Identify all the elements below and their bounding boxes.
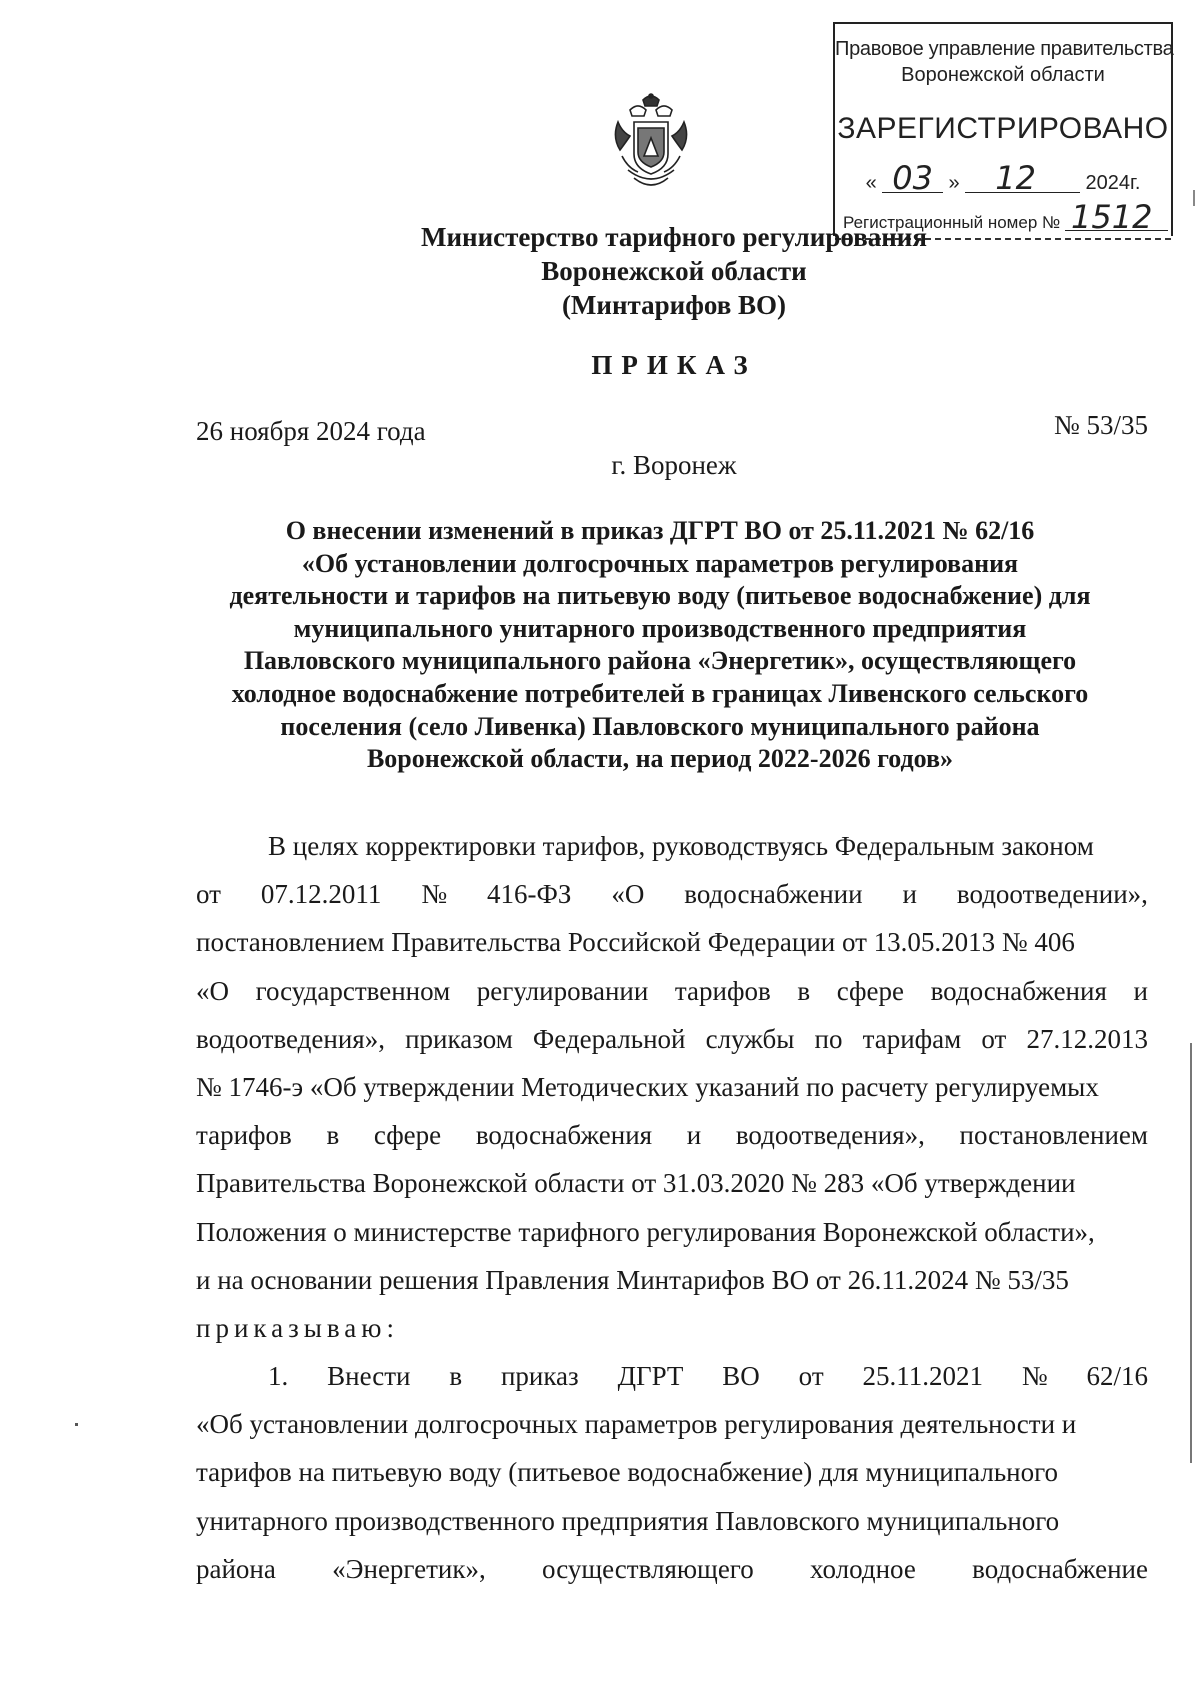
body-line bbox=[196, 822, 1148, 870]
body-word: 27.12.2013 bbox=[1026, 1023, 1148, 1054]
body-word: ДГРТ bbox=[617, 1361, 684, 1392]
body-word: 62/16 bbox=[1086, 1361, 1148, 1392]
body-word: № bbox=[1021, 1361, 1048, 1392]
body-word: и на основании решения Правления Минтарифов ВО от 26.11.2024 № 53/35 bbox=[196, 1264, 1069, 1295]
body-word: Положения о министерстве тарифного регулирования Воронежской области», bbox=[196, 1216, 1095, 1247]
body-word: унитарного производственного предприятия Павловского муниципального bbox=[196, 1505, 1060, 1536]
body-word: Правительства Воронежской области от 31.03.2020 № 283 «Об утверждении bbox=[196, 1168, 1076, 1199]
order-date: 26 ноября 2024 года bbox=[196, 416, 426, 446]
body-word: водоснабжение bbox=[972, 1553, 1148, 1584]
subject-line: холодное водоснабжение потребителей в границах Ливенского сельского bbox=[231, 678, 1089, 708]
body-word: водоотведении», bbox=[956, 879, 1148, 910]
body-word: «Об установлении долгосрочных параметров регулирования деятельности и bbox=[196, 1409, 1077, 1440]
stamp-open-quote: « bbox=[865, 172, 877, 194]
body-word: осуществляющего bbox=[542, 1553, 754, 1584]
body-word: службы bbox=[705, 1023, 795, 1054]
body-word: «О bbox=[611, 879, 645, 910]
stamp-org-line1: Правовое управление правительства bbox=[835, 38, 1174, 60]
body-line bbox=[196, 1063, 1148, 1111]
registration-stamp bbox=[833, 22, 1173, 236]
body-word: водоснабжения bbox=[475, 1120, 653, 1151]
body-word: приказ bbox=[500, 1361, 579, 1392]
subject-line: Павловского муниципального района «Энергетик», осуществляющего bbox=[243, 646, 1077, 676]
body-word: постановлением bbox=[959, 1120, 1148, 1151]
body-word: района bbox=[196, 1553, 276, 1584]
body-line bbox=[196, 1015, 1148, 1063]
body-word: «Энергетик», bbox=[332, 1553, 486, 1584]
stamp-registered: ЗАРЕГИСТРИРОВАНО bbox=[837, 112, 1169, 145]
document-type: ПРИКАЗ bbox=[591, 350, 757, 380]
body-word: Внести bbox=[327, 1361, 411, 1392]
body-line bbox=[196, 1352, 1148, 1400]
body-word: Федеральной bbox=[532, 1023, 686, 1054]
subject-line: «Об установлении долгосрочных параметров регулирования bbox=[301, 548, 1019, 578]
body-line bbox=[196, 1111, 1148, 1159]
order-city: г. Воронеж bbox=[611, 450, 737, 480]
ministry-line3: (Минтарифов ВО) bbox=[561, 290, 787, 320]
order-body bbox=[196, 822, 1148, 1593]
body-word: водоотведения», bbox=[196, 1023, 385, 1054]
body-word: холодное bbox=[810, 1553, 916, 1584]
stamp-year: 2024г. bbox=[1085, 172, 1141, 194]
order-subject bbox=[160, 515, 1160, 776]
body-word: от bbox=[196, 879, 221, 910]
body-word: В целях корректировки тарифов, руководствуясь Федеральным законом bbox=[268, 831, 1094, 861]
stamp-reg-number: 1512 bbox=[1065, 204, 1168, 231]
body-line bbox=[196, 1545, 1148, 1593]
body-line bbox=[196, 1256, 1148, 1304]
body-word: «О bbox=[196, 975, 229, 1006]
stamp-day: 03 bbox=[882, 164, 943, 193]
body-word: и bbox=[1133, 975, 1148, 1006]
body-word: 1. bbox=[268, 1361, 289, 1392]
body-word: и bbox=[902, 879, 917, 910]
order-number: № 53/35 bbox=[1053, 410, 1148, 440]
body-word: № 1746-э «Об утверждении Методических указаний по расчету регулируемых bbox=[196, 1071, 1099, 1102]
body-line bbox=[196, 1208, 1148, 1256]
stamp-date bbox=[835, 159, 1171, 197]
stamp-month: 12 bbox=[965, 164, 1080, 193]
subject-line: О внесении изменений в приказ ДГРТ ВО от 25.11.2021 № 62/16 bbox=[285, 516, 1035, 545]
stamp-reg-number-label: Регистрационный номер № bbox=[843, 213, 1061, 232]
body-word: тарифов bbox=[196, 1120, 292, 1151]
body-word: № bbox=[421, 879, 448, 910]
body-word: тарифов bbox=[674, 975, 771, 1006]
body-line bbox=[196, 1448, 1148, 1496]
body-word: тарифов на питьевую воду (питьевое водоснабжение) для муниципального bbox=[196, 1457, 1059, 1488]
stamp-close-quote: » bbox=[948, 172, 960, 194]
stamp-org-line2: Воронежской области bbox=[901, 64, 1105, 86]
body-word: в bbox=[449, 1361, 463, 1392]
body-word: в bbox=[797, 975, 811, 1006]
body-line bbox=[196, 967, 1148, 1015]
body-word: 25.11.2021 bbox=[862, 1361, 983, 1392]
scan-edge-mark bbox=[1193, 190, 1195, 206]
ministry-name bbox=[100, 220, 1200, 322]
body-line bbox=[196, 1400, 1148, 1448]
body-line bbox=[196, 918, 1148, 966]
body-word: водоснабжения bbox=[930, 975, 1107, 1006]
body-word: 07.12.2011 bbox=[260, 879, 382, 910]
body-word: сфере bbox=[373, 1120, 442, 1151]
body-word: тарифам bbox=[862, 1023, 962, 1054]
ministry-line2: Воронежской области bbox=[541, 256, 807, 286]
body-line bbox=[196, 1159, 1148, 1207]
body-word: сфере bbox=[836, 975, 904, 1006]
body-line bbox=[196, 1497, 1148, 1545]
scan-edge-line bbox=[1190, 1043, 1192, 1463]
body-word: от bbox=[798, 1361, 824, 1392]
subject-line: Воронежской области, на период 2022-2026 годов» bbox=[366, 744, 954, 774]
subject-line: поселения (село Ливенка) Павловского муниципального района bbox=[280, 711, 1040, 741]
body-word: постановлением Правительства Российской Федерации от 13.05.2013 № 406 bbox=[196, 927, 1075, 958]
body-line bbox=[196, 1304, 1148, 1352]
body-word: регулировании bbox=[476, 975, 649, 1006]
subject-line: муниципального унитарного производственного предприятия bbox=[293, 613, 1027, 643]
body-line bbox=[196, 870, 1148, 918]
ministry-line1: Министерство тарифного регулирования bbox=[421, 222, 927, 252]
body-word: и bbox=[686, 1120, 702, 1151]
body-word: по bbox=[814, 1023, 843, 1054]
body-word: от bbox=[981, 1023, 1007, 1054]
scan-speck bbox=[75, 1423, 78, 1426]
body-word: 416-ФЗ bbox=[487, 879, 572, 910]
body-word: водоснабжении bbox=[684, 879, 863, 910]
body-word: водоотведения», bbox=[735, 1120, 925, 1151]
coat-of-arms-emblem bbox=[608, 92, 694, 192]
body-word: ВО bbox=[722, 1361, 760, 1392]
body-word: приказом bbox=[405, 1023, 513, 1054]
subject-line: деятельности и тарифов на питьевую воду (питьевое водоснабжение) для bbox=[229, 581, 1091, 611]
body-word: в bbox=[326, 1120, 340, 1151]
body-word: государственном bbox=[255, 975, 451, 1006]
order-verb: приказываю: bbox=[196, 1312, 399, 1343]
